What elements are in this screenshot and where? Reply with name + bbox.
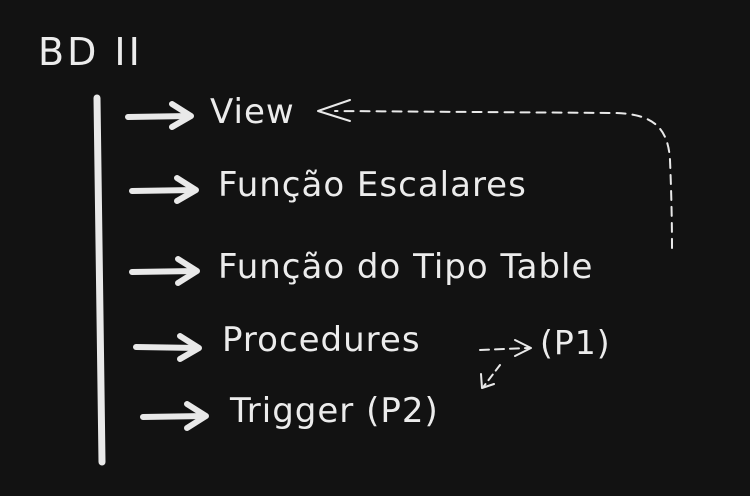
- diagram-title: BD II: [38, 30, 143, 74]
- arrow-to-trigger: [143, 404, 206, 428]
- arrow-to-view: [128, 104, 191, 127]
- dashed-link-p1-to-p2: [484, 365, 500, 386]
- vertical-bracket-line: [97, 98, 102, 462]
- arrow-to-procedures: [136, 336, 199, 359]
- note-p1: (P1): [540, 323, 611, 362]
- item-trigger: Trigger (P2): [230, 391, 439, 431]
- item-view: View: [210, 92, 295, 132]
- arrow-to-funcao-table: [132, 259, 197, 283]
- item-funcao-tipo-table: Função do Tipo Table: [218, 247, 594, 287]
- item-procedures: Procedures: [222, 320, 421, 360]
- arrow-to-funcao-escalares: [132, 178, 196, 201]
- dashed-link-procedures-to-p1: [480, 348, 528, 350]
- item-funcao-escalares: Função Escalares: [218, 165, 527, 205]
